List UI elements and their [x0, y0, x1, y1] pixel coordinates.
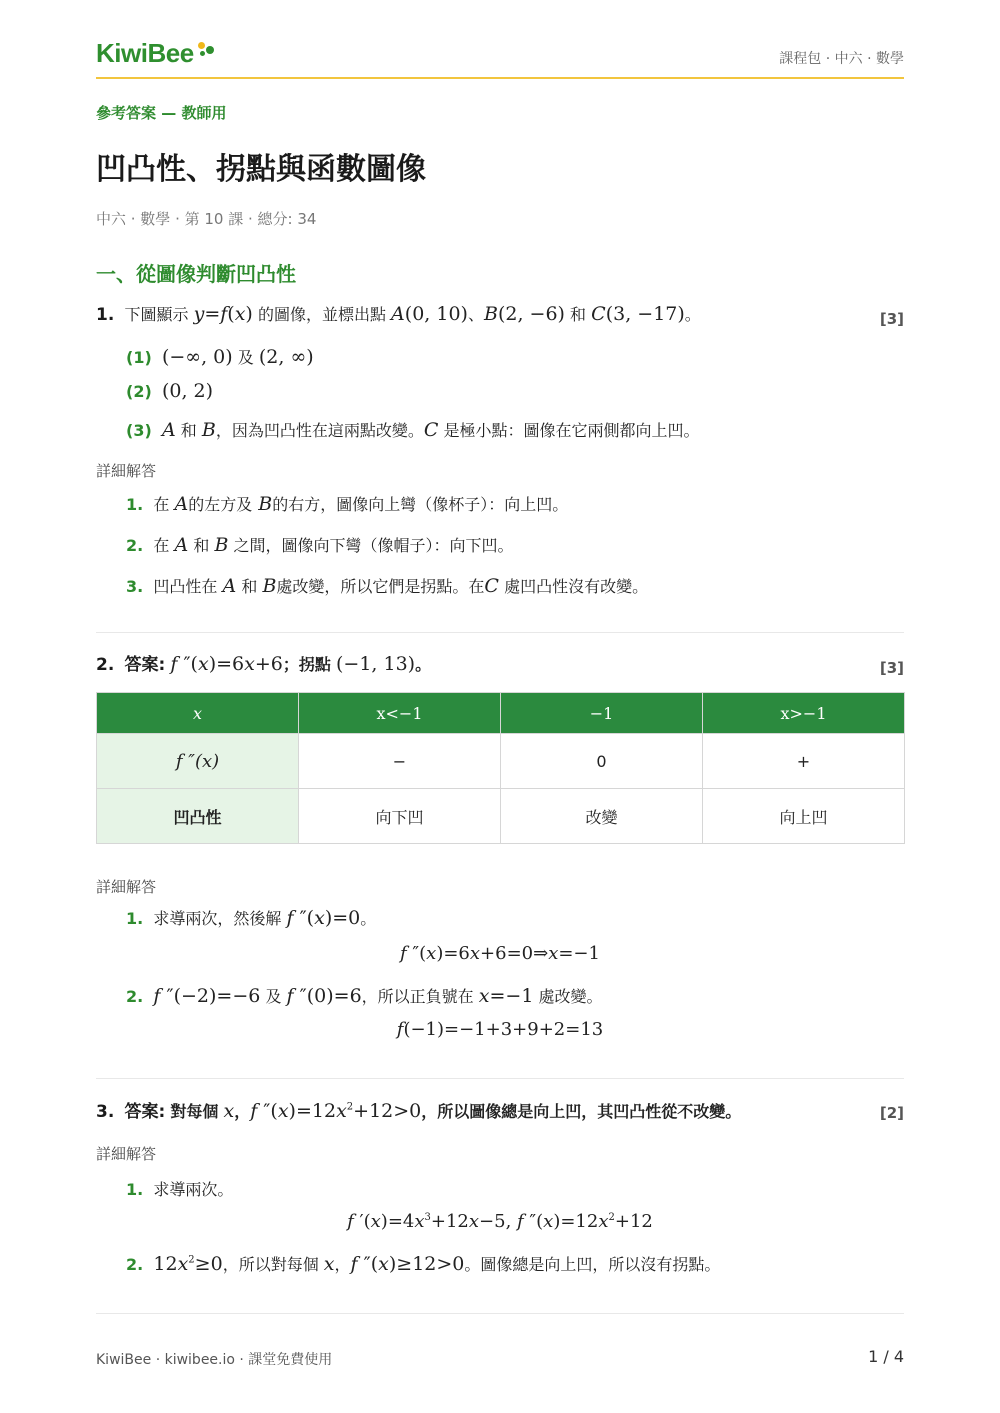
q3-marks: [2] — [879, 1104, 904, 1122]
answer-text: ， — [234, 1102, 251, 1121]
step-text: ，所以對每個 — [222, 1255, 319, 1274]
step-text: 和 — [193, 536, 210, 555]
detail-title: 詳細解答 — [96, 1145, 157, 1163]
table-header: x>−1 — [703, 693, 905, 734]
step-text: 求導兩次。 — [153, 1180, 234, 1199]
table-cell: 向下凹 — [299, 789, 501, 844]
divider — [96, 1078, 904, 1079]
table-cell: 0 — [501, 734, 703, 789]
bee-icon — [196, 38, 216, 58]
q1-part-2: (2) (0, 2) — [126, 380, 214, 402]
step-number: 1. — [126, 909, 144, 928]
kiwibee-logo — [96, 38, 216, 69]
step-text: 。 — [360, 909, 377, 928]
step-number: 2. — [126, 987, 144, 1006]
step-number: 1. — [126, 1180, 144, 1199]
logo-bee: Bee — [147, 38, 194, 68]
question-number: 3. — [96, 1102, 115, 1122]
step-text: 在 — [153, 495, 170, 514]
step-text: 。圖像總是向上凹，所以沒有拐點。 — [464, 1255, 721, 1274]
sign-table — [96, 692, 905, 844]
step-text: 之間，圖像向下彎（像帽子）：向下凹。 — [233, 536, 514, 555]
footer: KiwiBee · kiwibee.io · 課堂免費使用 — [96, 1352, 333, 1368]
step-number: 3. — [126, 577, 144, 596]
part-label: (2) — [126, 382, 152, 401]
page-number: 1 / 4 — [868, 1347, 904, 1366]
answer-label: 答案: — [124, 655, 166, 675]
table-cell: 向上凹 — [703, 789, 905, 844]
q1-step-1: 1. 在 A的左方及 B的右方，圖像向上彎（像杯子）：向上凹。 — [126, 493, 569, 515]
step-text: 及 — [265, 987, 282, 1006]
math-points: A(0, 10) — [391, 303, 468, 325]
table-row-head: 凹凸性 — [97, 789, 299, 844]
step-text: ， — [334, 1255, 351, 1274]
step-text: 和 — [241, 577, 258, 596]
detail-title: 詳細解答 — [96, 462, 157, 480]
table-row-head: f ″(x) — [97, 734, 299, 789]
section-heading: 一、從圖像判斷凹凸性 — [96, 262, 296, 286]
step-text: ，所以正負號在 — [361, 987, 474, 1006]
q2-marks: [3] — [879, 659, 904, 677]
answer-text: ； — [282, 655, 299, 674]
q3-step-1 — [126, 1177, 233, 1200]
part-text: ，因為凹凸性在這兩點改變。 — [215, 421, 424, 440]
table-cell: 改變 — [501, 789, 703, 844]
table-cell: + — [703, 734, 905, 789]
answer-text: 拐點 — [298, 655, 331, 674]
answer-text: 。 — [415, 655, 432, 674]
step-number: 1. — [126, 495, 144, 514]
question-number: 2. — [96, 655, 115, 675]
step-number: 2. — [126, 1255, 144, 1274]
q3-step-2: 2. $12x^2\ge 0$，所以對每個 x，f ″(x)≥12>0。圖像總是向上凹，所以沒有拐點。 — [126, 1253, 721, 1275]
step-text: 在 — [153, 536, 170, 555]
part-text: 及 — [237, 348, 254, 367]
header-divider — [96, 77, 904, 79]
q1-step-2: 2. 在 A 和 B 之間，圖像向下彎（像帽子）：向下凹。 — [126, 534, 514, 556]
table-header: x — [97, 693, 299, 734]
breadcrumb: 課程包 · 中六 · 數學 — [779, 51, 904, 67]
q2-step-2: 2. f ″(−2)=−6 及 f ″(0)=6，所以正負號在 x=−1 處改變。 — [126, 985, 603, 1007]
part-label: (3) — [126, 421, 152, 440]
answer-text: 對每個 — [170, 1102, 219, 1121]
q1-marks: [3] — [879, 310, 904, 328]
q1-text: 和 — [570, 305, 587, 324]
equation: f(−1)=−1+3+9+2=13 — [396, 1019, 604, 1040]
q1-text: 。 — [684, 305, 701, 324]
step-text: 凹凸性在 — [153, 577, 218, 596]
detail-title: 詳細解答 — [96, 878, 157, 896]
q1-text: 、 — [467, 305, 484, 324]
step-text: 的左方及 — [188, 495, 253, 514]
table-cell: − — [299, 734, 501, 789]
question-2: 2. 答案: f ″(x)=6x+6；拐點 (−1, 13)。 — [96, 653, 432, 675]
part-label: (1) — [126, 348, 152, 367]
math-function: y — [193, 303, 205, 325]
lesson-meta: 中六 · 數學 · 第 10 課 · 總分: 34 — [96, 210, 317, 228]
question-number: 1. — [96, 305, 115, 325]
logo-kiwi: Kiwi — [96, 38, 148, 68]
step-text: 處改變，所以它們是拐點。在 — [276, 577, 485, 596]
step-text: 處凹凸性沒有改變。 — [504, 577, 649, 596]
equation: f ″(x)=6x+6=0⇒x=−1 — [400, 943, 600, 964]
q1-step-3: 3. 凹凸性在 A 和 B處改變，所以它們是拐點。在C 處凹凸性沒有改變。 — [126, 575, 649, 597]
q2-step-1: 1. 求導兩次，然後解 f ″(x)=0。 — [126, 907, 377, 929]
answer-text: ，所以圖像總是向上凹，其凹凸性從不改變。 — [421, 1102, 742, 1121]
table-header: −1 — [501, 693, 703, 734]
step-text: 求導兩次，然後解 — [153, 909, 282, 928]
q1-text: 的圖像，並標出點 — [257, 305, 386, 324]
q1-text: 下圖顯示 — [124, 305, 189, 324]
part-text: 是極小點：圖像在它兩側都向上凹。 — [443, 421, 700, 440]
equation: f $'(x)=4x^3+12x-5$, f $''(x)=12x^2+12$ — [347, 1211, 653, 1232]
step-text: 的右方，圖像向上彎（像杯子）：向上凹。 — [272, 495, 569, 514]
question-1: 1. 下圖顯示 y=f(x) 的圖像，並標出點 A(0, 10)、B(2, −6) 和 C(3, −17)。 — [96, 303, 701, 325]
divider — [96, 632, 904, 633]
step-number: 2. — [126, 536, 144, 555]
answer-key-tag: 參考答案 — 教師用 — [96, 104, 227, 122]
footer-divider — [96, 1313, 904, 1314]
worksheet-page — [96, 0, 904, 1413]
page-title: 凹凸性、拐點與函數圖像 — [96, 152, 426, 187]
q1-part-1: (1) (−∞, 0) 及 (2, ∞) — [126, 346, 314, 368]
q1-part-3: (3) A 和 B，因為凹凸性在這兩點改變。C 是極小點：圖像在它兩側都向上凹。 — [126, 419, 700, 441]
answer-label: 答案: — [124, 1102, 166, 1122]
part-text: 和 — [180, 421, 197, 440]
step-text: 處改變。 — [538, 987, 603, 1006]
question-3: 3. 答案: 對每個 x，f $''(x)=12x^2+12>0$，所以圖像總是向上凹，其凹凸性從不改變。 — [96, 1100, 742, 1122]
table-header: x<−1 — [299, 693, 501, 734]
